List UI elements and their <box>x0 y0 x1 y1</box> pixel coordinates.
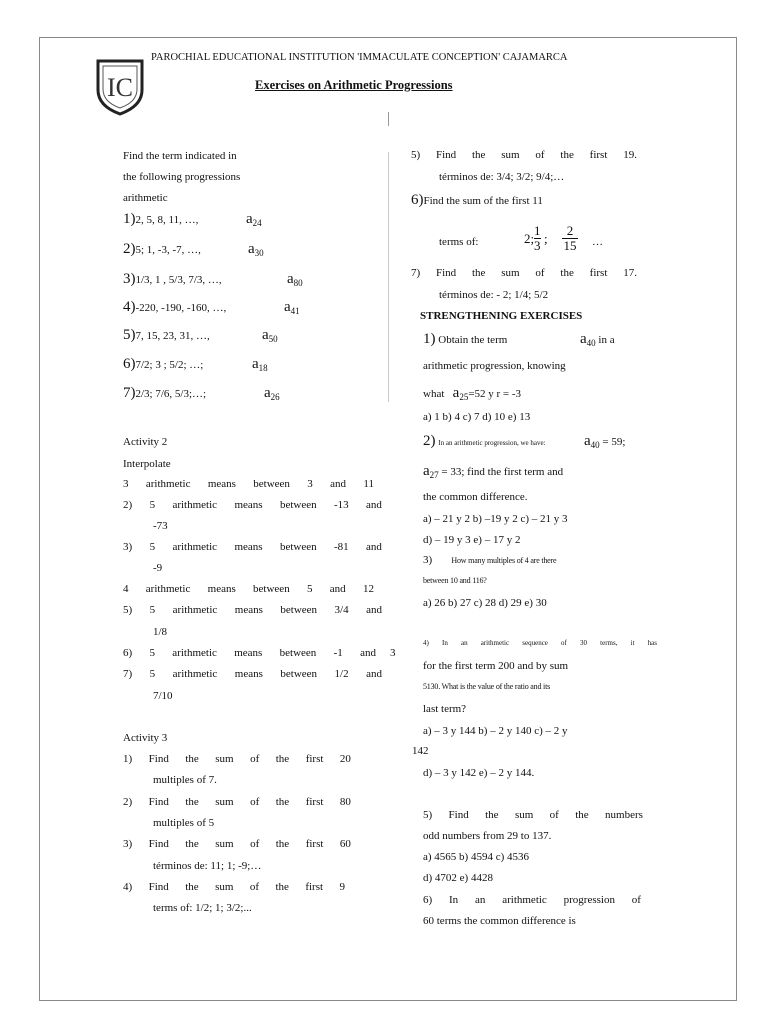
strength-ex-2-line-2: $a_{27} = 33$; find the first term and <box>423 463 564 480</box>
intro-line-2: the following progressions <box>123 171 241 183</box>
column-divider-top <box>388 112 389 126</box>
term-exercise-2: 2)5; 1, -3, -7, …, <box>123 241 201 257</box>
right-exercise-7: 7) Find the sum of the first 17. <box>411 267 637 279</box>
strength-ex-4: 4) In an arithmetic sequence of 30 terms, it has <box>423 639 657 647</box>
strength-ex-1-term: $a_{40}$ in a <box>580 331 615 348</box>
strength-ex-1-line-3: what $a_{25}=52$ y r = -3 <box>423 385 522 402</box>
target-term-2: $a_{30}$ <box>248 241 264 258</box>
fraction-ellipsis: … <box>592 236 603 248</box>
activity-3-title: Activity 3 <box>123 732 168 744</box>
right-exercise-6-cont: terms of: <box>439 236 479 248</box>
term-exercise-1: 1)2, 5, 8, 11, …, <box>123 211 199 227</box>
interpolate-line-2: 2) 5 arithmetic means between -13 and <box>123 499 382 511</box>
strength-ex-3-line-2: between 10 and 116? <box>423 576 487 585</box>
activity-2-title: Activity 2 <box>123 436 168 448</box>
term-exercise-4: 4)-220, -190, -160, …, <box>123 299 227 315</box>
interpolate-line-3: 3) 5 arithmetic means between -81 and <box>123 541 382 553</box>
interpolate-line-1: 3 arithmetic means between 3 and 11 <box>123 478 374 490</box>
target-term-7: $a_{26}$ <box>264 385 280 402</box>
strength-ex-2-options-2: d) – 19 y 3 e) – 17 y 2 <box>423 534 521 546</box>
interpolate-line-7: 7) 5 arithmetic means between 1/2 and <box>123 668 382 680</box>
sum-exercise-2-cont: multiples of 5 <box>153 817 215 829</box>
strength-ex-4-line-3: 5130. What is the value of the ratio and its <box>423 682 551 691</box>
term-exercise-5: 5)7, 15, 23, 31, …, <box>123 327 210 343</box>
target-term-6: $a_{18}$ <box>252 356 268 373</box>
fraction-lead: 2; <box>524 231 535 246</box>
interpolate-line-5: 5) 5 arithmetic means between 3/4 and <box>123 604 382 616</box>
sum-exercise-2: 2) Find the sum of the first 80 <box>123 796 351 808</box>
strength-ex-2: 2) In an arithmetic progression, we have: <box>423 433 546 449</box>
intro-line-3: arithmetic <box>123 192 168 204</box>
institution-name: PAROCHIAL EDUCATIONAL INSTITUTION 'IMMACULATE CONCEPTION' CAJAMARCA <box>151 52 568 63</box>
sum-exercise-4-cont: terms of: 1/2; 1; 3/2;... <box>153 902 252 914</box>
right-exercise-5-cont: términos de: 3/4; 3/2; 9/4;… <box>439 171 565 183</box>
sum-exercise-1-cont: multiples of 7. <box>153 774 217 786</box>
target-term-4: $a_{41}$ <box>284 299 300 316</box>
column-divider <box>388 152 389 402</box>
strength-ex-2-line-3: the common difference. <box>423 491 528 503</box>
term-exercise-7: 7)2/3; 7/6, 5/3;…; <box>123 385 207 401</box>
target-term-3: $a_{80}$ <box>287 271 303 288</box>
target-term-1: $a_{24}$ <box>246 211 262 228</box>
sum-exercise-3-cont: términos de: 11; 1; -9;… <box>153 860 262 872</box>
term-exercise-6: 6)7/2; 3 ; 5/2; …; <box>123 356 204 372</box>
svg-text:IC: IC <box>107 73 133 102</box>
strength-ex-4-line-2: for the first term 200 and by sum <box>423 660 569 672</box>
strength-ex-5: 5) Find the sum of the numbers <box>423 809 643 821</box>
strength-ex-6-line-2: 60 terms the common difference is <box>423 915 576 927</box>
fraction-one-third: 1 3 <box>534 223 541 253</box>
interpolate-line-6: 6) 5 arithmetic means between -1 and <box>123 647 376 659</box>
target-term-5: $a_{50}$ <box>262 327 278 344</box>
sum-exercise-3: 3) Find the sum of the first 60 <box>123 838 351 850</box>
right-exercise-7-cont: términos de: - 2; 1/4; 5/2 <box>439 289 549 301</box>
activity-2-subtitle: Interpolate <box>123 458 171 470</box>
strength-ex-5-line-2: odd numbers from 29 to 137. <box>423 830 552 842</box>
right-exercise-6: 6)Find the sum of the first 11 <box>411 192 543 208</box>
sum-exercise-1: 1) Find the sum of the first 20 <box>123 753 351 765</box>
strengthening-heading: STRENGTHENING EXERCISES <box>420 310 583 322</box>
fraction-separator: ; <box>544 231 548 246</box>
strength-ex-5-options-1: a) 4565 b) 4594 c) 4536 <box>423 851 530 863</box>
fraction-two-fifteenths: 2 15 <box>563 223 577 253</box>
interpolate-line-2-cont: -73 <box>153 520 168 532</box>
strength-ex-3: 3) How many multiples of 4 are there <box>423 554 557 566</box>
strength-ex-4-line-4: last term? <box>423 703 467 715</box>
right-exercise-5: 5) Find the sum of the first 19. <box>411 149 637 161</box>
interpolate-line-6-end: 3 <box>390 647 396 659</box>
strength-ex-1: 1) Obtain the term <box>423 331 508 347</box>
interpolate-line-3-cont: -9 <box>153 562 163 574</box>
school-crest-logo <box>95 58 145 116</box>
strength-ex-2-term: $a_{40} = 59$; <box>584 433 626 450</box>
strength-ex-2-options-1: a) – 21 y 2 b) –19 y 2 c) – 21 y 3 <box>423 513 568 525</box>
strength-ex-1-options: a) 1 b) 4 c) 7 d) 10 e) 13 <box>423 411 531 423</box>
strength-ex-4-options-2: d) – 3 y 142 e) – 2 y 144. <box>423 767 535 779</box>
interpolate-line-7-cont: 7/10 <box>153 690 173 702</box>
sum-exercise-4: 4) Find the sum of the first 9 <box>123 881 345 893</box>
strength-ex-6: 6) In an arithmetic progression of <box>423 894 641 906</box>
strength-ex-3-options: a) 26 b) 27 c) 28 d) 29 e) 30 <box>423 597 547 609</box>
intro-line-1: Find the term indicated in <box>123 150 237 162</box>
term-exercise-3: 3)1/3, 1 , 5/3, 7/3, …, <box>123 271 222 287</box>
strength-ex-1-line-2: arithmetic progression, knowing <box>423 360 566 372</box>
strength-ex-5-options-2: d) 4702 e) 4428 <box>423 872 493 884</box>
strength-ex-4-options-1: a) – 3 y 144 b) – 2 y 140 c) – 2 y <box>423 725 568 737</box>
interpolate-line-4: 4 arithmetic means between 5 and 12 <box>123 583 374 595</box>
strength-ex-4-options-1b: 142 <box>412 745 429 757</box>
interpolate-line-5-cont: 1/8 <box>153 626 168 638</box>
page-title: Exercises on Arithmetic Progressions <box>255 78 453 92</box>
